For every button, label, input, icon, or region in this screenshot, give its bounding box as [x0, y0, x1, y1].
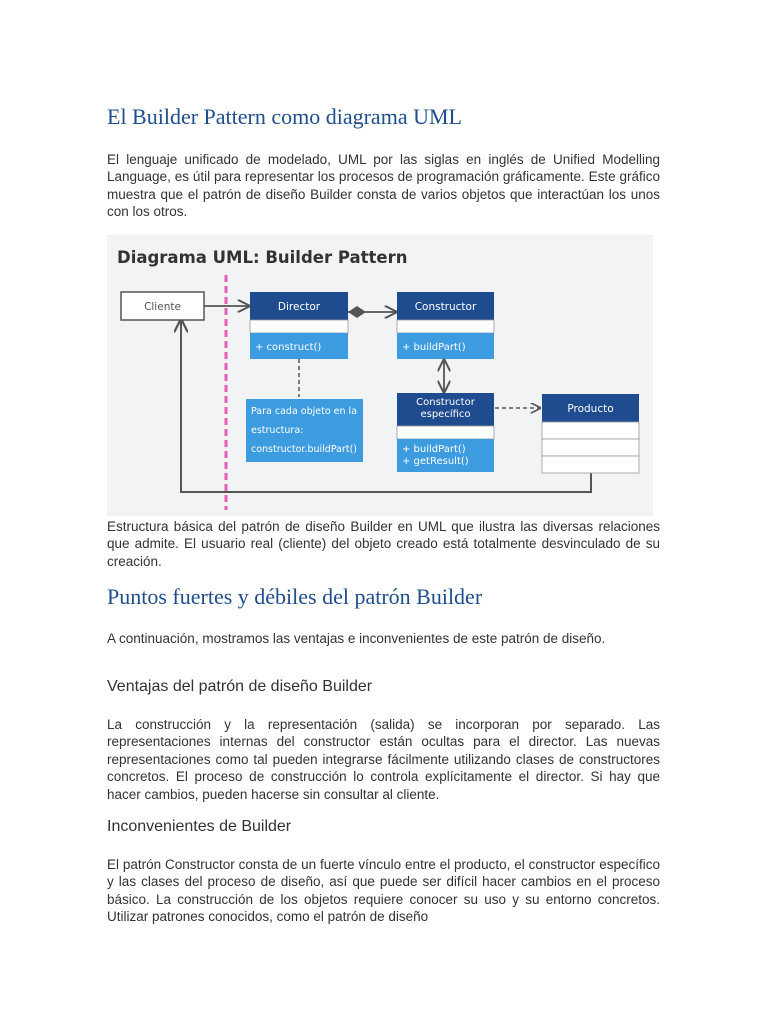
director-method: + construct()	[255, 342, 322, 353]
note-line-3: constructor.buildPart()	[251, 444, 357, 455]
figure-caption: Estructura básica del patrón de diseño Builder en UML que ilustra las diversas relaciones que admite. El usuario real (cliente) del objeto creado está totalmente desvinculado de su creación.	[107, 519, 660, 569]
disadvantages-heading: Inconvenientes de Builder	[107, 818, 292, 835]
section-heading-uml: El Builder Pattern como diagrama UML	[107, 104, 462, 129]
section-heading-pros-cons: Puntos fuertes y débiles del patrón Builder	[107, 584, 483, 609]
advantages-heading: Ventajas del patrón de diseño Builder	[107, 678, 373, 695]
uml-diagram-figure	[107, 235, 653, 516]
advantages-paragraph: La construcción y la representación (salida) se incorporan por separado. Las representaciones internas del constructor están ocultas para el director. Las nuevas representaciones como tal pueden integrarse fácilmente utilizando clases de constructores concretos. El proceso de construcción lo controla explícitamente el director. Si hay que hacer cambios, pueden hacerse sin consultar al cliente.	[107, 717, 660, 802]
pros-cons-intro: A continuación, mostramos las ventajas e inconvenientes de este patrón de diseño.	[107, 631, 606, 646]
note-line-1: Para cada objeto en la	[251, 406, 358, 417]
concrete-builder-method-1: + buildPart()	[402, 444, 466, 455]
note-line-2: estructura:	[251, 425, 304, 436]
concrete-builder-label-1: Constructor	[416, 397, 475, 408]
disadvantages-paragraph: El patrón Constructor consta de un fuerte vínculo entre el producto, el constructor específico y las clases del proceso de diseño, así que puede ser difícil hacer cambios en el proceso básico. La construcción de los objetos requiere conocer su uso y su entorno concretos. Utilizar patrones conocidos, como el patrón de diseño	[107, 857, 660, 925]
product-methods	[542, 439, 639, 456]
uml-diagram	[107, 235, 653, 516]
builder-method: + buildPart()	[402, 342, 466, 353]
concrete-builder-label-2: específico	[420, 409, 471, 420]
product-label: Producto	[567, 403, 614, 415]
concrete-builder-method-2: + getResult()	[402, 456, 469, 467]
builder-attributes	[397, 320, 494, 333]
product-attributes	[542, 422, 639, 439]
intro-paragraph: El lenguaje unificado de modelado, UML por las siglas en inglés de Unified Modelling Language, es útil para representar los procesos de programación gráficamente. Este gráfico muestra que el patrón de diseño Builder consta de varios objetos que interactúan los unos con los otros.	[107, 152, 660, 220]
product-extra-row	[542, 456, 639, 473]
diagram-title: Diagrama UML: Builder Pattern	[117, 248, 408, 267]
director-label: Director	[277, 301, 321, 313]
concrete-builder-attributes	[397, 426, 494, 439]
builder-label: Constructor	[414, 301, 477, 313]
director-attributes	[250, 320, 348, 333]
client-label: Cliente	[144, 301, 181, 313]
client-return-arrow	[181, 320, 591, 492]
